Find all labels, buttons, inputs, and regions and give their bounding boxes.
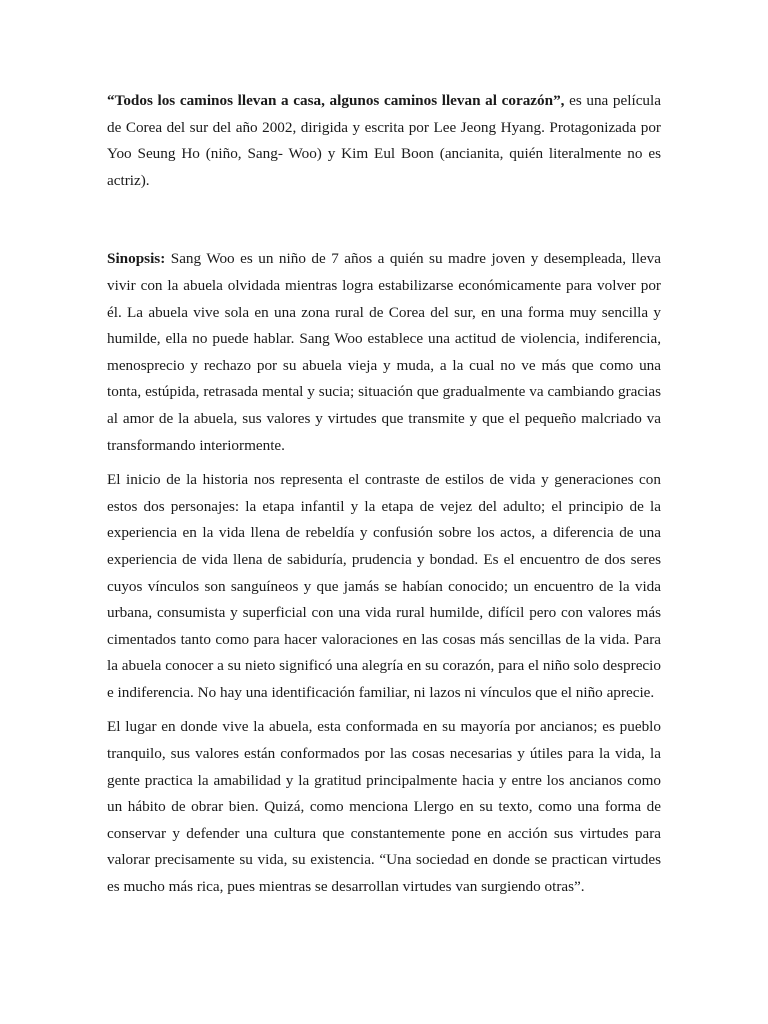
intro-paragraph: [107, 88, 661, 194]
film-title-quote: “Todos los caminos llevan a casa, algunos caminos llevan al corazón”,: [107, 92, 565, 109]
sinopsis-paragraph: [107, 246, 661, 459]
body-paragraph-contrast: El inicio de la historia nos representa el contraste de estilos de vida y generaciones con estos dos personajes: la etapa infantil y la etapa de vejez del adulto; el principio de la experiencia en la vida llena de rebeldía y confusión sobre los actos, a diferencia de una experiencia de vida llena de sabiduría, prudencia y bondad. Es el encuentro de dos seres cuyos vínculos son sanguíneos y que jamás se habían conocido; un encuentro de la vida urbana, consumista y superficial con una vida rural humilde, difícil pero con valores más cimentados tanto como para hacer valoraciones en las cosas más sencillas de la vida. Para la abuela conocer a su nieto significó una alegría en su corazón, para el niño solo desprecio e indiferencia. No hay una identificación familiar, ni lazos ni vínculos que el niño aprecie.: [107, 471, 661, 701]
sinopsis-text: Sang Woo es un niño de 7 años a quién su madre joven y desempleada, lleva vivir con la abuela olvidada mientras logra estabilizarse económicamente para volver por él. La abuela vive sola en una zona rural de Corea del sur, en una forma muy sencilla y humilde, ella no puede hablar. Sang Woo establece una actitud de violencia, indiferencia, menosprecio y rechazo por su abuela vieja y muda, a la cual no ve más que como una tonta, estúpida, retrasada mental y sucia; situación que gradualmente va cambiando gracias al amor de la abuela, sus valores y virtudes que transmite y que el pequeño malcriado va transformando interiormente.: [107, 250, 661, 454]
body-paragraph-village: El lugar en donde vive la abuela, esta conformada en su mayoría por ancianos; es pueblo tranquilo, sus valores están conformados por las cosas necesarias y útiles para la vida, la gente practica la amabilidad y la gratitud principalmente hacia y entre los ancianos como un hábito de obrar bien. Quizá, como menciona Llergo en su texto, como una forma de conservar y defender una cultura que constantemente pone en acción sus virtudes para valorar precisamente su vida, su existencia. “Una sociedad en donde se practican virtudes es mucho más rica, pues mientras se desarrollan virtudes van surgiendo otras”.: [107, 718, 661, 896]
sinopsis-label: Sinopsis:: [107, 250, 166, 268]
intro-text: es una película de Corea del sur del año 2002, dirigida y escrita por Lee Jeong Hyang. Protagonizada por Yoo Seung Ho (niño, Sang- Woo) y Kim Eul Boon (ancianita, quién literalmente no es actriz).: [107, 92, 661, 189]
